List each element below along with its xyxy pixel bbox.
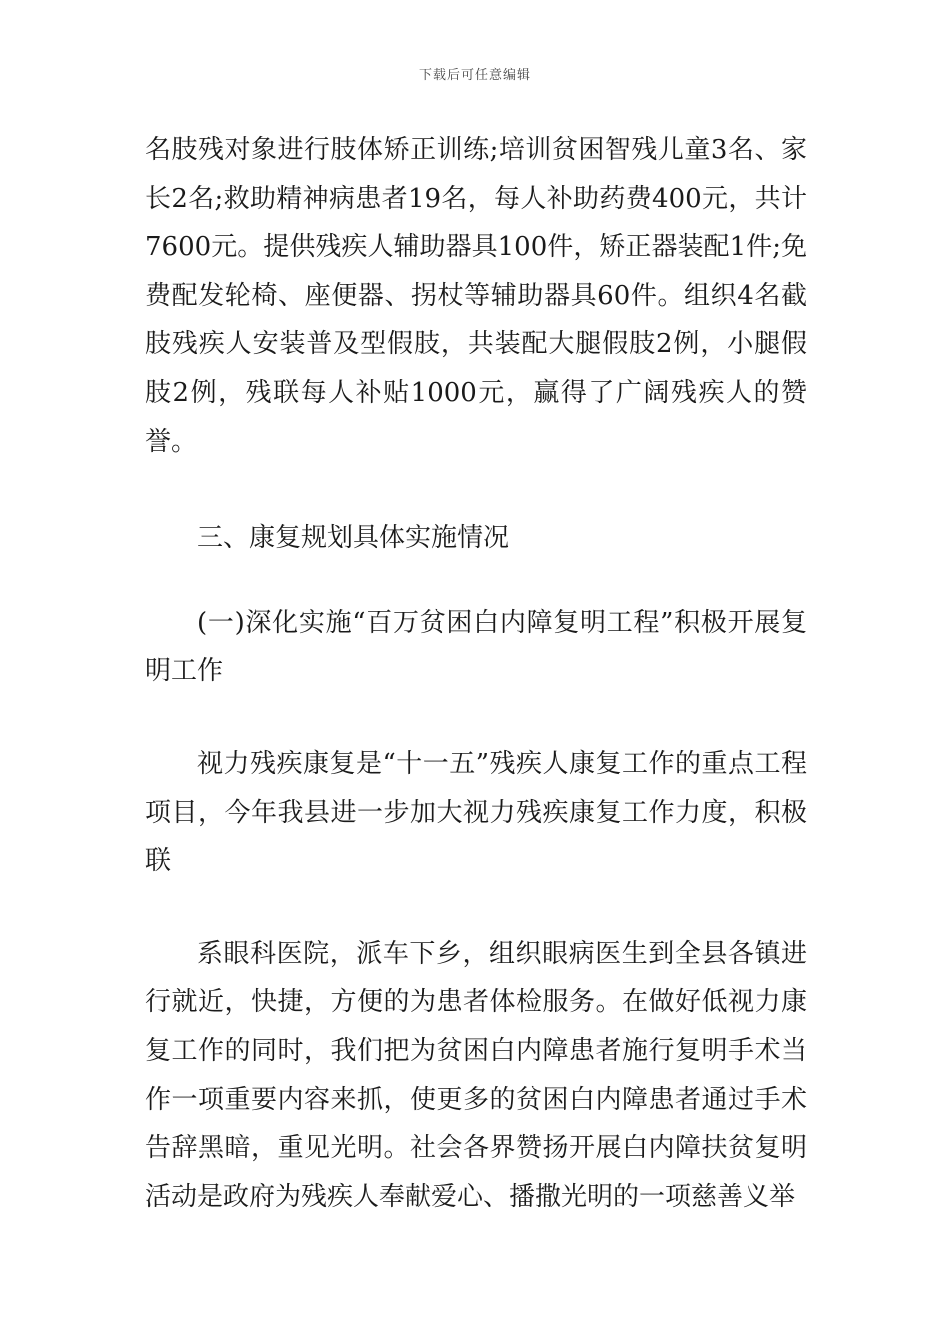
paragraph-cataract-surgery: 系眼科医院，派车下乡，组织眼病医生到全县各镇进行就近，快捷，方便的为患者体检服务。在做好低视力康复工作的同时，我们把为贫困白内障患者施行复明手术当作一项重要内容来抓，使更多的贫困白内障患者通过手术告辞黑暗，重见光明。社会各界赞扬开展白内障扶贫复明活动是政府为残疾人奉献爱心、播撒光明的一项慈善义举 bbox=[145, 938, 807, 1212]
paragraph-rehab-stats: 名肢残对象进行肢体矫正训练;培训贫困智残儿童3名、家长2名;救助精神病患者19名，每人补助药费400元，共计7600元。提供残疾人辅助器具100件，矫正器装配1件;免费配发轮椅、座便器、拐杖等辅助器具60件。组织4名截肢残疾人安装普及型假肢，共装配大腿假肢2例，小腿假肢2例，残联每人补贴1000元，赢得了广阔残疾人的赞誉。 bbox=[145, 135, 807, 457]
paragraph-vision-rehab: 视力残疾康复是“十一五”残疾人康复工作的重点工程项目，今年我县进一步加大视力残疾康复工作力度，积极联 bbox=[145, 748, 807, 877]
header-note: 下载后可任意编辑 bbox=[418, 68, 531, 83]
document-body bbox=[145, 126, 807, 1221]
subsection-heading: (一)深化实施“百万贫困白内障复明工程”积极开展复明工作 bbox=[145, 607, 807, 687]
section-heading: 三、康复规划具体实施情况 bbox=[197, 523, 510, 554]
